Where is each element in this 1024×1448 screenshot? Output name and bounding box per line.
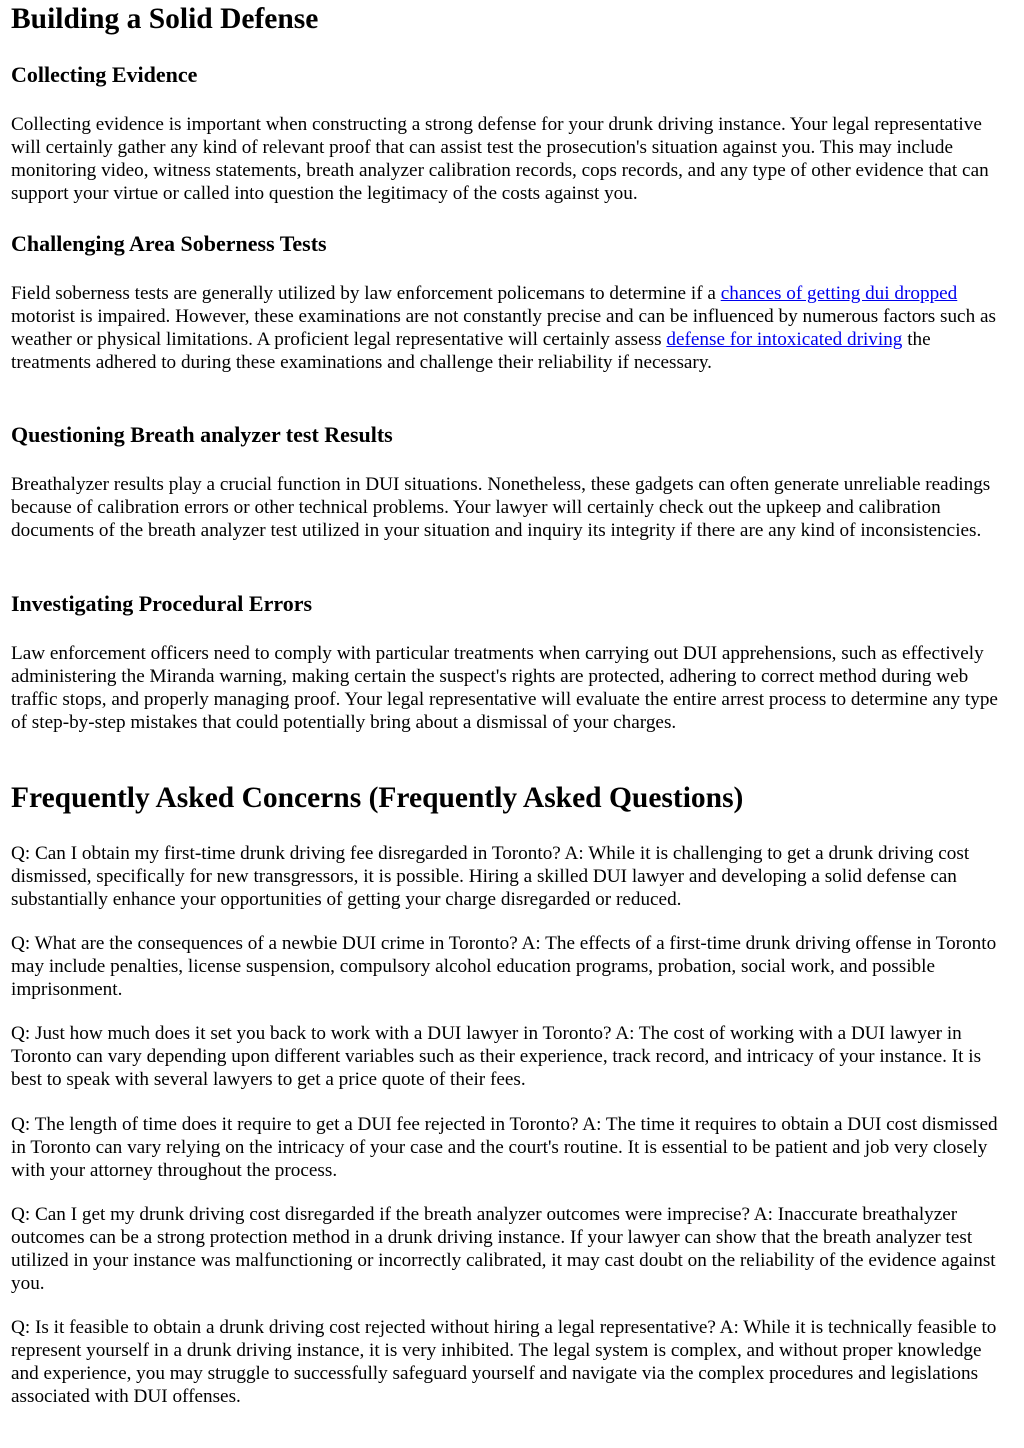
page-title: Building a Solid Defense bbox=[11, 3, 319, 35]
section-text-breathalyzer: Breathalyzer results play a crucial function in DUI situations. Nonetheless, these gadgets can often generate unreliable readings because of calibration errors or other technical problems. Your lawyer will certainly check out the upkeep and calibration documents of the breath analyzer test utilized in your situation and inquiry its integrity if there are any kind of inconsistencies. bbox=[11, 474, 991, 541]
section-text-procedural-errors: Law enforcement officers need to comply with particular treatments when carrying out DUI apprehensions, such as effectively administering the Miranda warning, making certain the suspect's rights are protected, adhering to correct method during web traffic stops, and properly managing proof. Your legal representative will evaluate the entire arrest process to determine any type of step-by-step mistakes that could potentially bring about a dismissal of your charges. bbox=[11, 643, 998, 733]
link-defense-for-intoxicated-driving[interactable]: defense for intoxicated driving bbox=[666, 329, 903, 350]
field-tests-text-part-2: motorist is impaired. However, these examinations are not constantly precise and can be influenced by numerous factors such as weather or physical limitations. A proficient legal representative will certainly assess bbox=[11, 306, 996, 350]
section-heading-procedural-errors: Investigating Procedural Errors bbox=[11, 591, 313, 616]
section-heading-collecting-evidence: Collecting Evidence bbox=[11, 62, 198, 87]
field-tests-text-part-3: the treatments adhered to during these examinations and challenge their reliability if necessary. bbox=[11, 329, 931, 373]
field-tests-text-part-1: Field soberness tests are generally utilized by law enforcement policemans to determine if a bbox=[11, 283, 721, 304]
section-heading-breathalyzer: Questioning Breath analyzer test Results bbox=[11, 422, 393, 447]
faq-item: Q: Just how much does it set you back to work with a DUI lawyer in Toronto? A: The cost of working with a DUI lawyer in Toronto can vary depending upon different variables such as their experience, track record, and intricacy of your instance. It is best to speak with several lawyers to get a price quote of their fees. bbox=[11, 1023, 982, 1090]
section-heading-field-tests: Challenging Area Soberness Tests bbox=[11, 231, 327, 256]
faq-item: Q: Is it feasible to obtain a drunk driving cost rejected without hiring a legal representative? A: While it is technically feasible to represent yourself in a drunk driving instance, it is very inhibited. The legal system is complex, and without proper knowledge and experience, you may struggle to successfully safeguard yourself and navigate via the complex procedures and legislations associated with DUI offenses. bbox=[11, 1317, 997, 1407]
faq-item: Q: Can I obtain my first-time drunk driving fee disregarded in Toronto? A: While it is challenging to get a drunk driving cost dismissed, specifically for new transgressors, it is possible. Hiring a skilled DUI lawyer and developing a solid defense can substantially enhance your opportunities of getting your charge disregarded or reduced. bbox=[11, 843, 970, 910]
link-chances-of-getting-dui-dropped[interactable]: chances of getting dui dropped bbox=[720, 283, 958, 304]
section-text-collecting-evidence: Collecting evidence is important when constructing a strong defense for your drunk driving instance. Your legal representative will certainly gather any kind of relevant proof that can assist test the prosecution's situation against you. This may include monitoring video, witness statements, breath analyzer calibration records, cops records, and any type of other evidence that can support your virtue or called into question the legitimacy of the costs against you. bbox=[11, 114, 989, 204]
section-text-field-tests bbox=[11, 282, 1014, 374]
faq-item: Q: The length of time does it require to get a DUI fee rejected in Toronto? A: The time it requires to obtain a DUI cost dismissed in Toronto can vary relying on the intricacy of your case and the court's routine. It is essential to be patient and job very closely with your attorney throughout the process. bbox=[11, 1114, 998, 1181]
faq-item: Q: What are the consequences of a newbie DUI crime in Toronto? A: The effects of a first-time drunk driving offense in Toronto may include penalties, license suspension, compulsory alcohol education programs, probation, social work, and possible imprisonment. bbox=[11, 933, 997, 1000]
faq-heading: Frequently Asked Concerns (Frequently Asked Questions) bbox=[11, 782, 744, 814]
faq-item: Q: Can I get my drunk driving cost disregarded if the breath analyzer outcomes were imprecise? A: Inaccurate breathalyzer outcomes can be a strong protection method in a drunk driving instance. If your lawyer can show that the breath analyzer test utilized in your instance was malfunctioning or incorrectly calibrated, it may cast doubt on the reliability of the evidence against you. bbox=[11, 1204, 996, 1294]
